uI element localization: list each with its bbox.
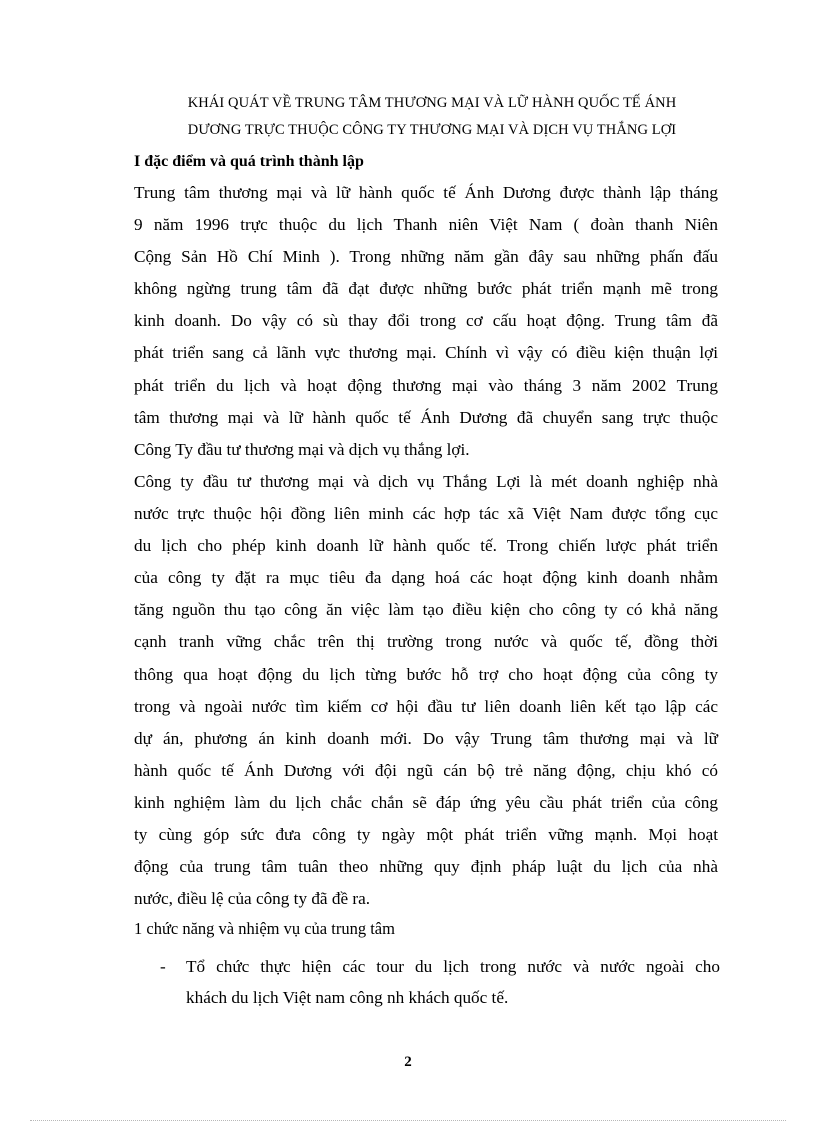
paragraph-line: du lịch cho phép kinh doanh lữ hành quốc tế. Trong chiến lược phát triển xyxy=(134,536,718,556)
bullet-line: khách du lịch Việt nam công nh khách quốc tế. xyxy=(186,988,509,1007)
paragraph-line: của công ty đặt ra mục tiêu đa dạng hoá các hoạt động kinh doanh nhằm xyxy=(134,568,718,588)
title-line-1: KHÁI QUÁT VỀ TRUNG TÂM THƯƠNG MẠI VÀ LỮ HÀNH QUỐC TẾ ÁNH xyxy=(187,95,677,111)
paragraph-line: dự án, phương án kinh doanh mới. Do vậy Trung tâm thương mại và lữ xyxy=(134,728,718,748)
paragraph-line: trong và ngoài nước tìm kiếm cơ hội đầu tư liên doanh liên kết tạo lập các xyxy=(134,696,718,716)
paragraph-line: nước, điều lệ của công ty đã đề ra. xyxy=(134,889,371,909)
bullet-dash: - xyxy=(160,957,166,976)
page-number: 2 xyxy=(404,1054,412,1070)
paragraph-line: ty cùng góp sức đưa công ty ngày một phát triển vững mạnh. Mọi hoạt xyxy=(134,825,718,845)
paragraph-line: phát triển sang cả lãnh vực thương mại. Chính vì vậy có điều kiện thuận lợi xyxy=(134,343,718,363)
bullet-line: Tổ chức thực hiện các tour du lịch trong nước và nước ngoài cho xyxy=(186,957,720,976)
paragraph-2 xyxy=(134,466,718,915)
paragraph-line: Công Ty đầu tư thương mại và dịch vụ thắng lợi. xyxy=(134,439,470,459)
paragraph-line: thông qua hoạt động du lịch từng bước hỗ trợ cho hoạt động của công ty xyxy=(134,664,718,684)
paragraph-line: kinh doanh. Do vậy có sù thay đổi trong cơ cấu hoạt động. Trung tâm đã xyxy=(134,311,718,331)
paragraph-line: Cộng Sản Hồ Chí Minh ). Trong những năm gần đây sau những phấn đấu xyxy=(134,247,718,267)
paragraph-line: Trung tâm thương mại và lữ hành quốc tế Ánh Dương được thành lập tháng xyxy=(134,183,718,202)
page-bottom-border xyxy=(30,1120,786,1121)
section-heading: I đặc điểm và quá trình thành lập xyxy=(134,153,364,170)
paragraph-line: 9 năm 1996 trực thuộc du lịch Thanh niên Việt Nam ( đoàn thanh Niên xyxy=(134,215,718,235)
document-title xyxy=(132,90,732,144)
paragraph-1 xyxy=(134,177,718,466)
paragraph-line: không ngừng trung tâm đã đạt được những bước phát triển mạnh mẽ trong xyxy=(134,279,718,299)
paragraph-line: tâm thương mại và lữ hành quốc tế Ánh Dương đã chuyển sang trực thuộc xyxy=(134,407,718,427)
paragraph-line: tăng nguồn thu tạo công ăn việc làm tạo điều kiện cho công ty có khả năng xyxy=(134,600,718,620)
paragraph-line: nước trực thuộc hội đồng liên minh các hợp tác xã Việt Nam được tổng cục xyxy=(134,504,718,524)
paragraph-line: động của trung tâm tuân theo những quy định pháp luật du lịch của nhà xyxy=(134,857,718,877)
paragraph-line: Công ty đầu tư thương mại và dịch vụ Thắng Lợi là mét doanh nghiệp nhà xyxy=(134,472,718,491)
paragraph-line: hành quốc tế Ánh Dương với đội ngũ cán bộ trẻ năng động, chịu khó có xyxy=(134,760,718,780)
paragraph-line: kinh nghiệm làm du lịch chắc chắn sẽ đáp ứng yêu cầu phát triển của công xyxy=(134,792,718,812)
title-line-2: DƯƠNG TRỰC THUỘC CÔNG TY THƯƠNG MẠI VÀ DỊCH VỤ THẮNG LỢI xyxy=(187,122,677,138)
subsection-heading: 1 chức năng và nhiệm vụ của trung tâm xyxy=(134,919,395,938)
paragraph-line: phát triển du lịch và hoạt động thương mại vào tháng 3 năm 2002 Trung xyxy=(134,375,718,395)
paragraph-line: cạnh tranh vững chắc trên thị trường trong nước và quốc tế, đồng thời xyxy=(134,632,718,652)
bullet-text xyxy=(186,951,720,1013)
